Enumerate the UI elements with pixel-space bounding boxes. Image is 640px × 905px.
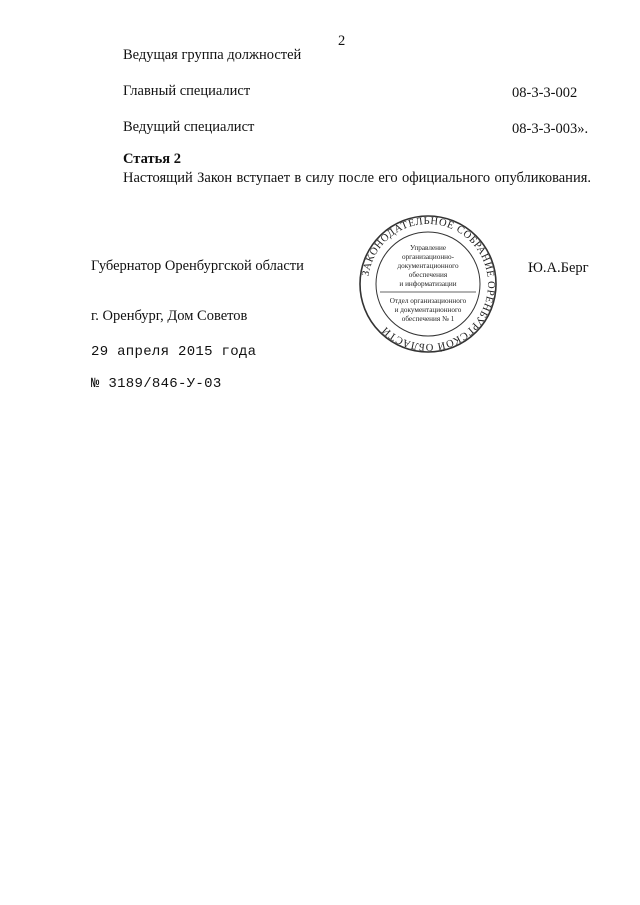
- seal-line: Отдел организационного: [389, 297, 467, 305]
- signature-name: Ю.А.Берг: [528, 260, 589, 276]
- seal-line: Управление: [409, 244, 447, 252]
- position-title: Главный специалист: [123, 83, 251, 99]
- registration-number: № 3189/846-У-03: [91, 376, 222, 392]
- seal-line: организационно-: [401, 253, 455, 261]
- seal-line: и документационного: [394, 306, 462, 314]
- position-group-heading: Ведущая группа должностей: [123, 47, 302, 63]
- seal-line: документационного: [397, 262, 459, 270]
- signature-title: Губернатор Оренбургской области: [91, 258, 304, 274]
- page-number: 2: [338, 33, 346, 49]
- position-code: 08-3-3-003».: [512, 121, 589, 137]
- official-seal: [358, 214, 498, 354]
- position-title: Ведущий специалист: [123, 119, 255, 135]
- article-heading: Статья 2: [123, 151, 181, 167]
- seal-line: обеспечения: [408, 271, 448, 279]
- seal-line: обеспечения № 1: [401, 315, 455, 323]
- place-of-signing: г. Оренбург, Дом Советов: [91, 308, 248, 324]
- seal-line: и информатизации: [399, 280, 457, 288]
- seal-ring-text: ЗАКОНОДАТЕЛЬНОЕ СОБРАНИЕ ОРЕНБУРГСКОЙ ОБЛАСТИ: [360, 215, 497, 353]
- article-text: Настоящий Закон вступает в силу после его официального опубликования.: [123, 170, 591, 186]
- position-code: 08-3-3-002: [512, 85, 578, 101]
- date-stamp: 29 апреля 2015 года: [91, 344, 257, 360]
